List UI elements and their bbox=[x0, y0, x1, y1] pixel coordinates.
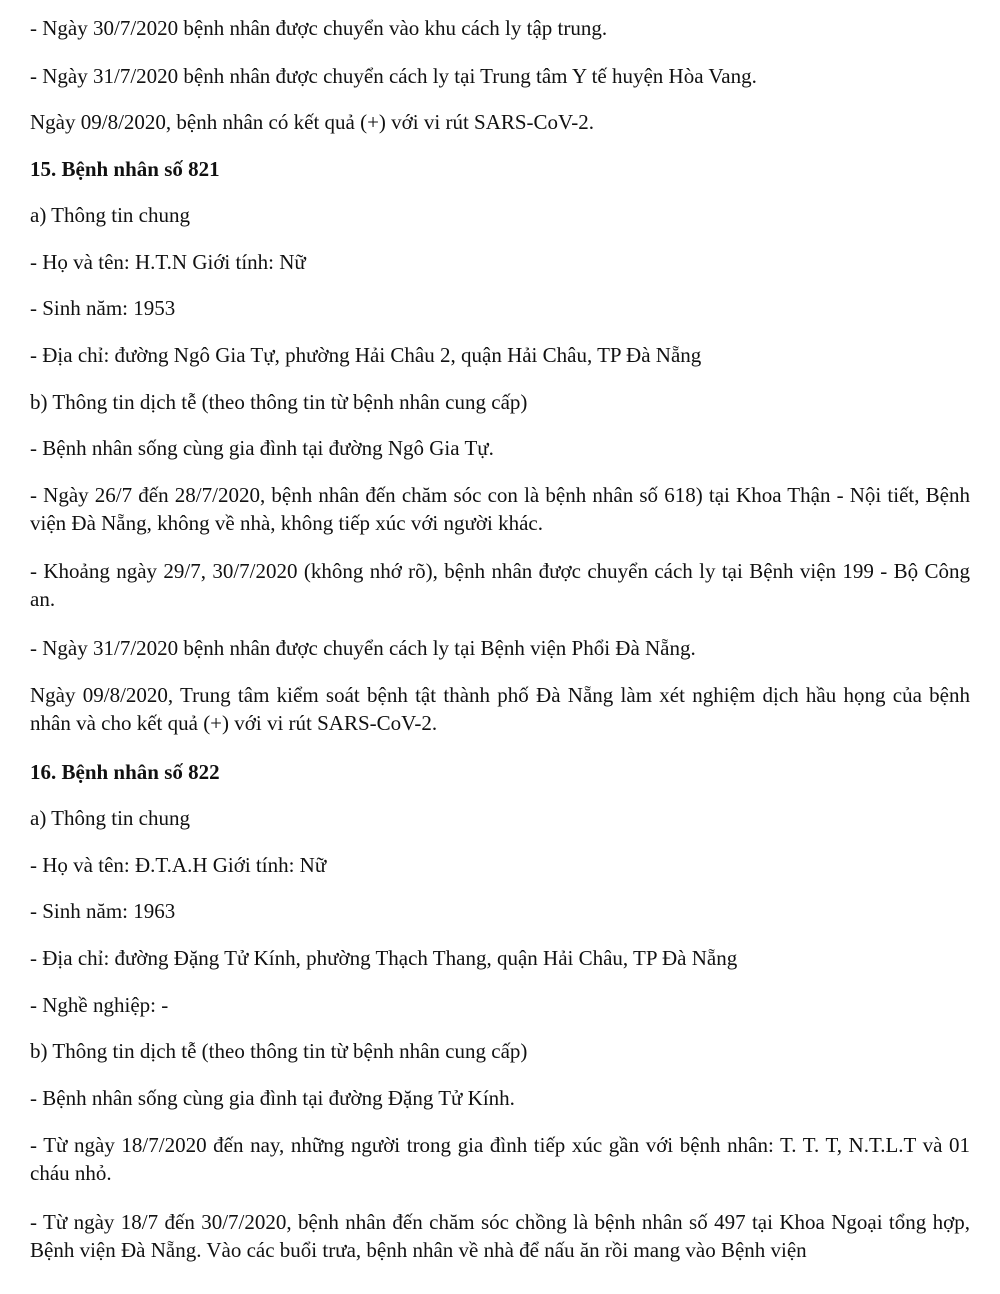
case-821-general-title: a) Thông tin chung bbox=[30, 203, 191, 227]
case-821-epi-title: b) Thông tin dịch tễ (theo thông tin từ bệnh nhân cung cấp) bbox=[30, 390, 528, 414]
case-822-birth: - Sinh năm: 1963 bbox=[30, 899, 176, 923]
case-821-epi-2: - Ngày 26/7 đến 28/7/2020, bệnh nhân đến chăm sóc con là bệnh nhân số 618) tại Khoa Thận - Nội tiết, Bệnh viện Đà Nẵng, không về nhà, không tiếp xúc với người khác. bbox=[30, 483, 970, 535]
case-821-epi-3: - Khoảng ngày 29/7, 30/7/2020 (không nhớ rõ), bệnh nhân được chuyển cách ly tại Bệnh viện 199 - Bộ Công an. bbox=[30, 559, 970, 611]
case-821-name: - Họ và tên: H.T.N Giới tính: Nữ bbox=[30, 250, 306, 274]
case-822-epi-1: - Bệnh nhân sống cùng gia đình tại đường Đặng Tử Kính. bbox=[30, 1086, 515, 1110]
case-821-heading: 15. Bệnh nhân số 821 bbox=[30, 157, 220, 181]
case-821-address: - Địa chỉ: đường Ngô Gia Tự, phường Hải Châu 2, quận Hải Châu, TP Đà Nẵng bbox=[30, 343, 702, 367]
case-821-epi-4: - Ngày 31/7/2020 bệnh nhân được chuyển cách ly tại Bệnh viện Phổi Đà Nẵng. bbox=[30, 636, 696, 660]
case-822-general-title: a) Thông tin chung bbox=[30, 806, 191, 830]
prev-case-line-1: - Ngày 30/7/2020 bệnh nhân được chuyển vào khu cách ly tập trung. bbox=[30, 16, 608, 40]
prev-case-result: Ngày 09/8/2020, bệnh nhân có kết quả (+) với vi rút SARS-CoV-2. bbox=[30, 110, 595, 134]
prev-case-line-2: - Ngày 31/7/2020 bệnh nhân được chuyển cách ly tại Trung tâm Y tế huyện Hòa Vang. bbox=[30, 64, 757, 88]
case-821-result: Ngày 09/8/2020, Trung tâm kiểm soát bệnh tật thành phố Đà Nẵng làm xét nghiệm dịch hầu họng của bệnh nhân và cho kết quả (+) với vi rút SARS-CoV-2. bbox=[30, 683, 970, 735]
case-822-address: - Địa chỉ: đường Đặng Tử Kính, phường Thạch Thang, quận Hải Châu, TP Đà Nẵng bbox=[30, 946, 738, 970]
case-822-epi-2: - Từ ngày 18/7/2020 đến nay, những người trong gia đình tiếp xúc gần với bệnh nhân: T. T. T, N.T.L.T và 01 cháu nhỏ. bbox=[30, 1133, 970, 1185]
case-821-epi-1: - Bệnh nhân sống cùng gia đình tại đường Ngô Gia Tự. bbox=[30, 436, 494, 460]
case-822-job: - Nghề nghiệp: - bbox=[30, 993, 169, 1017]
case-822-epi-title: b) Thông tin dịch tễ (theo thông tin từ bệnh nhân cung cấp) bbox=[30, 1039, 528, 1063]
case-822-heading: 16. Bệnh nhân số 822 bbox=[30, 760, 220, 784]
case-822-epi-3: - Từ ngày 18/7 đến 30/7/2020, bệnh nhân đến chăm sóc chồng là bệnh nhân số 497 tại Khoa Ngoại tổng hợp, Bệnh viện Đà Nẵng. Vào các buổi trưa, bệnh nhân về nhà để nấu ăn rồi mang vào Bệnh viện bbox=[30, 1210, 970, 1262]
case-821-birth: - Sinh năm: 1953 bbox=[30, 296, 176, 320]
case-822-name: - Họ và tên: Đ.T.A.H Giới tính: Nữ bbox=[30, 853, 327, 877]
